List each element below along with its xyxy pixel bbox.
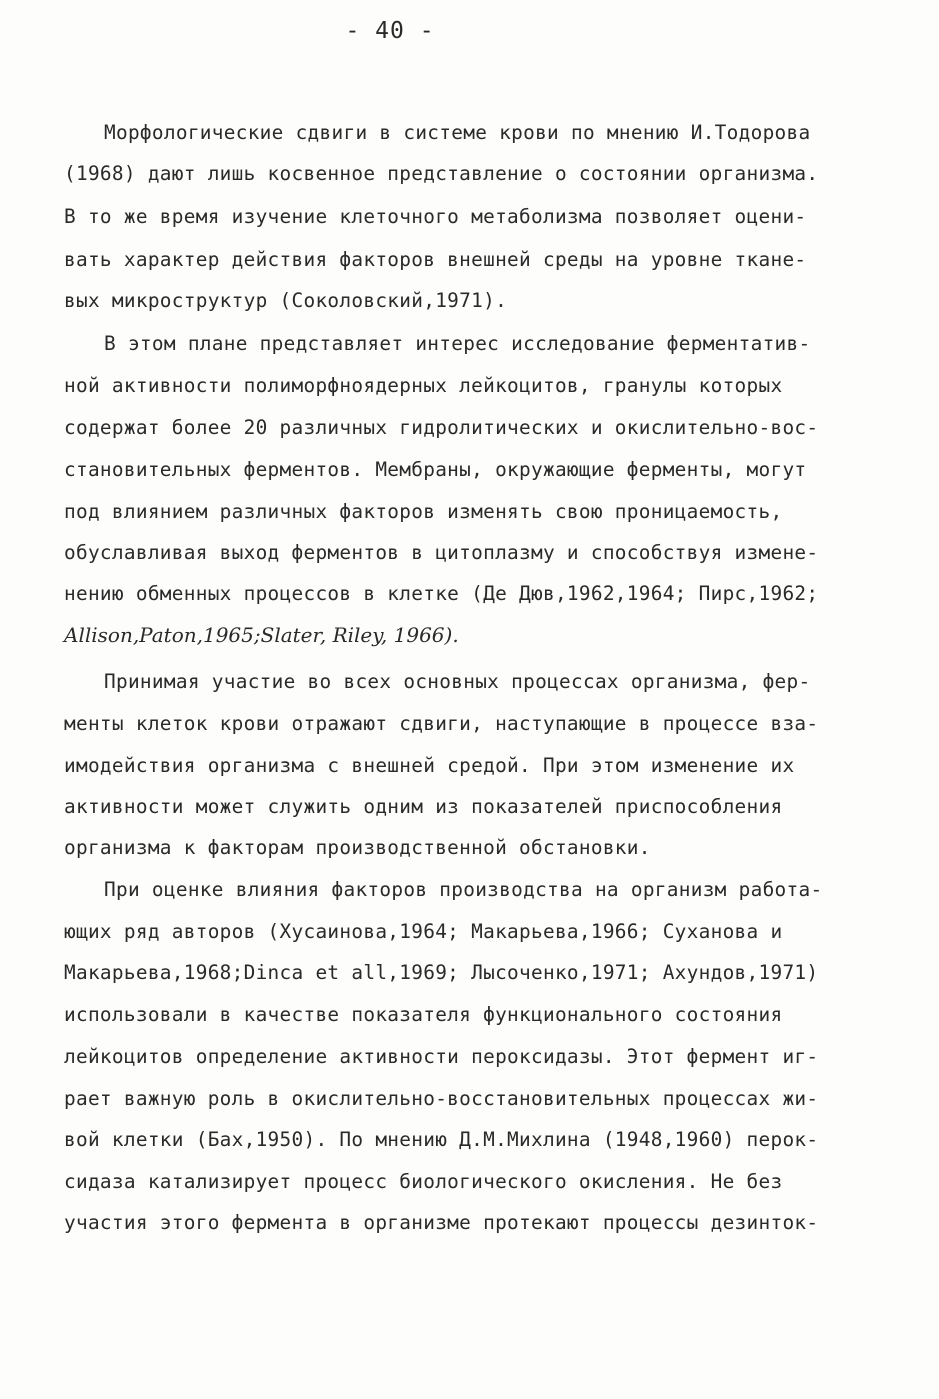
text-line: ной активности полиморфноядерных лейкоцитов, гранулы которых bbox=[64, 374, 783, 397]
text-line: активности может служить одним из показателей приспособления bbox=[64, 795, 783, 818]
text-line: При оценке влияния факторов производства на организм работа- bbox=[104, 878, 823, 901]
text-line: ющих ряд авторов (Хусаинова,1964; Макарьева,1966; Суханова и bbox=[64, 920, 783, 943]
text-line: В этом плане представляет интерес исследование ферментатив- bbox=[104, 332, 811, 355]
text-line: лейкоцитов определение активности пероксидазы. Этот фермент иг- bbox=[64, 1045, 819, 1068]
text-line: обуславливая выход ферментов в цитоплазму и способствуя измене- bbox=[64, 541, 819, 564]
text-line: содержат более 20 различных гидролитических и окислительно-вос- bbox=[64, 416, 819, 439]
page-number: - 40 - bbox=[345, 18, 435, 44]
text-line: использовали в качестве показателя функционального состояния bbox=[64, 1003, 783, 1026]
text-line: вать характер действия факторов внешней среды на уровне ткане- bbox=[64, 248, 807, 271]
text-line: Макарьева,1968;Dinca et all,1969; Лысоченко,1971; Ахундов,1971) bbox=[64, 961, 819, 984]
text-line: становительных ферментов. Мембраны, окружающие ферменты, могут bbox=[64, 458, 807, 481]
text-line: под влиянием различных факторов изменять свою проницаемость, bbox=[64, 500, 783, 523]
text-line: Принимая участие во всех основных процессах организма, фер- bbox=[104, 670, 811, 693]
text-line: участия этого фермента в организме протекают процессы дезинток- bbox=[64, 1211, 819, 1234]
text-line: В то же время изучение клеточного метаболизма позволяет оцени- bbox=[64, 205, 807, 228]
text-line: Морфологические сдвиги в системе крови по мнению И.Тодорова bbox=[104, 121, 811, 144]
text-line: (1968) дают лишь косвенное представление о состоянии организма. bbox=[64, 162, 819, 185]
text-line: имодействия организма с внешней средой. При этом изменение их bbox=[64, 754, 795, 777]
text-line: Allison,Paton,1965;Slater, Riley, 1966). bbox=[64, 623, 459, 647]
text-line: менты клеток крови отражают сдвиги, наступающие в процессе вза- bbox=[64, 712, 819, 735]
text-line: вых микроструктур (Соколовский,1971). bbox=[64, 289, 508, 312]
text-line: организма к факторам производственной обстановки. bbox=[64, 836, 651, 859]
text-line: сидаза катализирует процесс биологического окисления. Не без bbox=[64, 1170, 783, 1193]
text-line: нению обменных процессов в клетке (Де Дюв,1962,1964; Пирс,1962; bbox=[64, 582, 819, 605]
text-line: рает важную роль в окислительно-восстановительных процессах жи- bbox=[64, 1087, 819, 1110]
text-line: вой клетки (Бах,1950). По мнению Д.М.Михлина (1948,1960) перок- bbox=[64, 1128, 819, 1151]
